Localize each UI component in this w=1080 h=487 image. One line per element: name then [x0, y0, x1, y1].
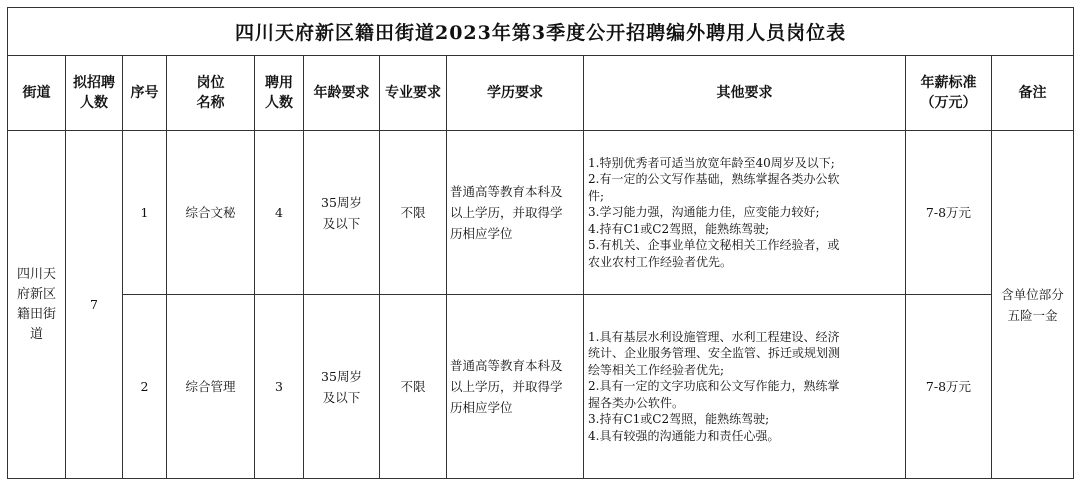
table-row — [8, 295, 1074, 479]
row-count: 3 — [255, 295, 304, 479]
header-seq: 序号 — [123, 56, 167, 131]
recruitment-table — [7, 7, 1074, 479]
row-education: 普通高等教育本科及 以上学历，并取得学 历相应学位 — [447, 295, 584, 479]
row-age: 35周岁 及以下 — [304, 131, 380, 295]
header-education: 学历要求 — [447, 56, 584, 131]
row-count: 4 — [255, 131, 304, 295]
header-row — [8, 56, 1074, 131]
page-title: 四川天府新区籍田街道2023年第3季度公开招聘编外聘用人员岗位表 — [8, 8, 1074, 56]
row-education: 普通高等教育本科及 以上学历，并取得学 历相应学位 — [447, 131, 584, 295]
row-salary: 7-8万元 — [906, 131, 992, 295]
row-seq: 1 — [123, 131, 167, 295]
header-age: 年龄要求 — [304, 56, 380, 131]
street-name: 四川天 府新区 籍田街 道 — [8, 131, 66, 479]
row-seq: 2 — [123, 295, 167, 479]
row-salary: 7-8万元 — [906, 295, 992, 479]
header-plan-count: 拟招聘 人数 — [66, 56, 123, 131]
row-major: 不限 — [380, 295, 447, 479]
header-hire-count: 聘用 人数 — [255, 56, 304, 131]
row-major: 不限 — [380, 131, 447, 295]
row-age: 35周岁 及以下 — [304, 295, 380, 479]
note-cell: 含单位部分 五险一金 — [992, 131, 1074, 479]
table-row — [8, 131, 1074, 295]
row-position: 综合管理 — [167, 295, 255, 479]
header-street: 街道 — [8, 56, 66, 131]
header-other: 其他要求 — [584, 56, 906, 131]
header-major: 专业要求 — [380, 56, 447, 131]
header-position: 岗位 名称 — [167, 56, 255, 131]
row-position: 综合文秘 — [167, 131, 255, 295]
plan-total: 7 — [66, 131, 123, 479]
header-salary: 年薪标准 （万元） — [906, 56, 992, 131]
header-note: 备注 — [992, 56, 1074, 131]
row-other-requirements: 1.特别优秀者可适当放宽年龄至40周岁及以下; 2.有一定的公文写作基础，熟练掌握各类办公软 件; 3.学习能力强，沟通能力佳，应变能力较好; 4.持有C1或C2驾照，能熟练驾驶; 5.有机关、企事业单位文秘相关工作经验者，或 农业农村工作经验者优先。 — [584, 131, 906, 295]
row-other-requirements: 1.具有基层水利设施管理、水利工程建设、经济 统计、企业服务管理、安全监管、拆迁或规划测 绘等相关工作经验者优先; 2.具有一定的文字功底和公文写作能力，熟练掌 握各类办公软件。 3.持有C1或C2驾照，能熟练驾驶; 4.具有较强的沟通能力和责任心强。 — [584, 295, 906, 479]
